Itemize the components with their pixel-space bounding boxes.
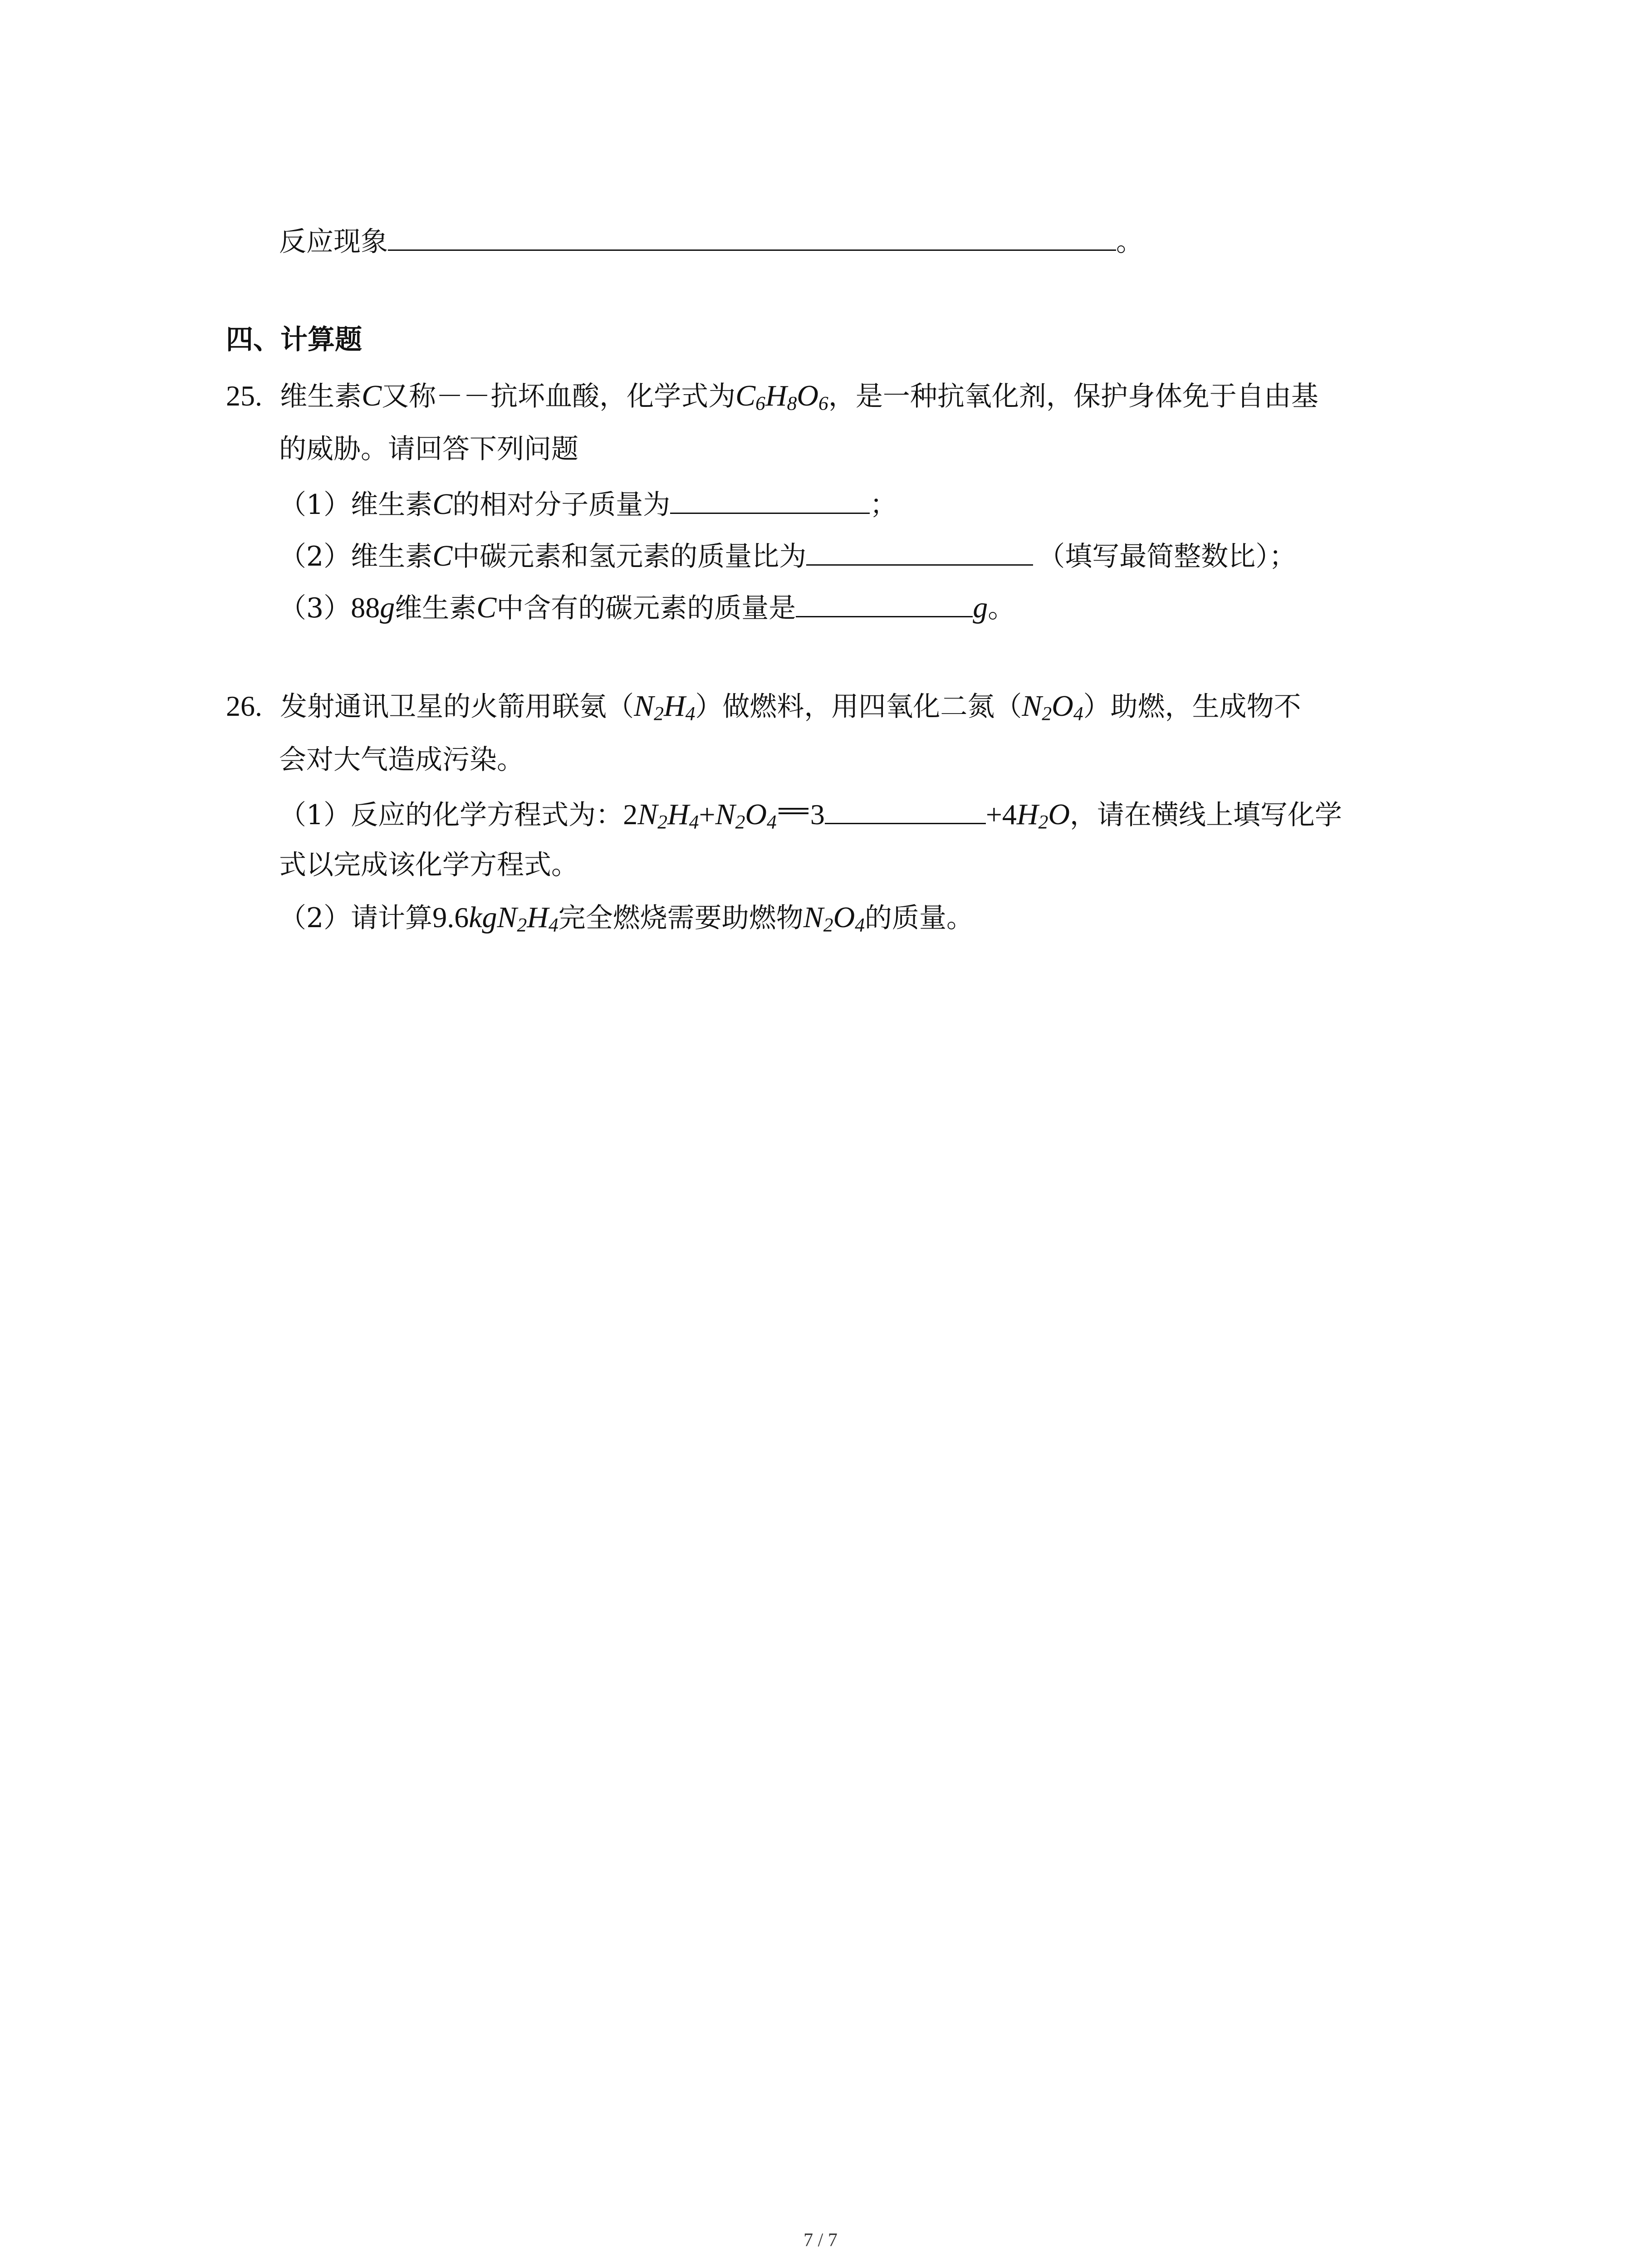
formula-n2o4: $N_2O_4$	[715, 798, 777, 833]
reaction-phenomenon-label: 反应现象	[279, 226, 388, 258]
question-25-line-2: 的威胁。请回答下列问题	[279, 433, 578, 465]
formula-n2o4: $N_2O_4$	[1022, 689, 1083, 725]
answer-blank[interactable]	[796, 590, 973, 617]
formula-h2o: $H_2O$	[1016, 798, 1070, 833]
question-26-line-1: 26. 发射通讯卫星的火箭用联氨$(N_2H_4)$做燃料，用四氧化二氮$(N_2O_4)$助燃，生成物不	[226, 689, 1301, 725]
question-25-part-2: （2）维生素C中碳元素和氢元素的质量比为 （填写最简整数比）；	[279, 538, 1296, 572]
formula-n2h4: $N_2H_4$	[634, 689, 696, 725]
formula-vitamin-c: $C_6H_8O_6$	[735, 379, 828, 415]
question-25-line-1: 25. 维生素C又称－－抗坏血酸，化学式为$C_6H_8O_6$，是一种抗氧化剂，保护身体免于自由基	[226, 379, 1318, 415]
page-number: 7 / 7	[803, 2230, 838, 2251]
question-26-line-2: 会对大气造成污染。	[279, 744, 524, 776]
question-26-part-2: （2）请计算$9.6kgN_2H_4$完全燃烧需要助燃物$N_2O_4$的质量。	[279, 901, 974, 936]
question-25-part-3: （3）88g维生素C中含有的碳元素的质量是 g。	[279, 590, 1015, 624]
section-title: 四、计算题	[226, 324, 362, 356]
yields-sign	[779, 808, 808, 814]
question-25-part-1: （1）维生素C的相对分子质量为 ；	[279, 486, 897, 521]
formula-n2h4: $N_2H_4$	[637, 798, 699, 833]
answer-blank[interactable]	[806, 538, 1033, 566]
question-26-line-4: 式以完成该化学方程式。	[279, 849, 578, 881]
question-number: 26.	[226, 690, 262, 722]
reaction-phenomenon-line: 反应现象 。	[279, 223, 1143, 258]
question-number: 25.	[226, 380, 262, 412]
answer-blank[interactable]	[670, 486, 870, 514]
answer-blank[interactable]	[388, 223, 1116, 251]
answer-blank[interactable]	[825, 797, 986, 824]
formula-n2h4: $N_2H_4$	[497, 901, 558, 936]
formula-n2o4: $N_2O_4$	[803, 901, 865, 936]
question-26-part-1: （1）反应的化学方程式为：$2N_2H_4+N_2O_4$ $3 +4H_2O$，请在横线上填写化学	[279, 797, 1342, 831]
